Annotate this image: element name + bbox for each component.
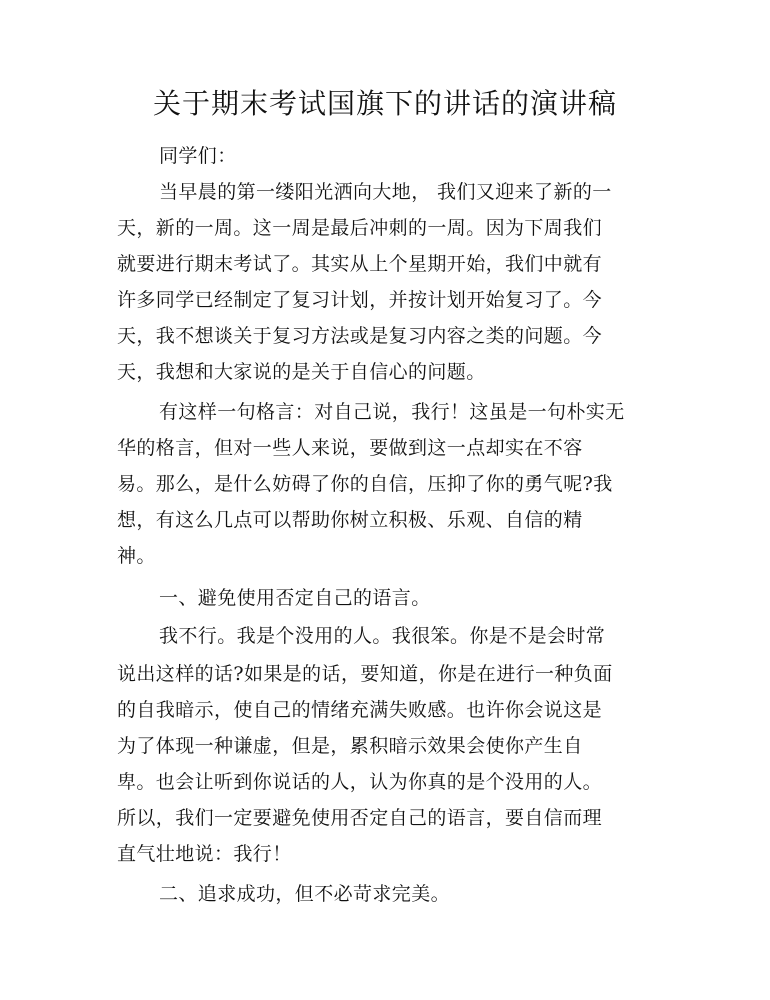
paragraph-line: 直气壮地说：我行！ [117, 843, 292, 865]
paragraph-line: 我不行。我是个没用的人。我很笨。你是不是会时常 [159, 625, 606, 647]
paragraph-line: 为了体现一种谦虚，但是，累积暗示效果会使你产生自 [117, 735, 583, 757]
paragraph-line: 天，新的一周。这一周是最后冲刺的一周。因为下周我们 [117, 217, 603, 239]
section-heading-2: 二、追求成功，但不必苛求完美。 [159, 883, 451, 905]
section-heading-1: 一、避免使用否定自己的语言。 [159, 587, 431, 609]
document-title: 关于期末考试国旗下的讲话的演讲稿 [152, 87, 617, 120]
paragraph-line: 就要进行期末考试了。其实从上个星期开始，我们中就有 [117, 253, 603, 275]
paragraph-line: 天，我不想谈关于复习方法或是复习内容之类的问题。今 [117, 325, 603, 347]
paragraph-line: 天，我想和大家说的是关于自信心的问题。 [117, 361, 486, 383]
paragraph-line: 说出这样的话?如果是的话，要知道，你是在进行一种负面 [117, 663, 613, 685]
paragraph-line: 卑。也会让听到你说话的人，认为你真的是个没用的人。 [117, 771, 603, 793]
paragraph-line: 想，有这么几点可以帮助你树立积极、乐观、自信的精 [117, 509, 583, 531]
salutation-line: 同学们： [159, 145, 237, 167]
paragraph-line: 神。 [117, 545, 156, 567]
paragraph-line: 当早晨的第一缕阳光洒向大地， 我们又迎来了新的一 [159, 181, 612, 203]
paragraph-line: 易。那么，是什么妨碍了你的自信，压抑了你的勇气呢?我 [117, 473, 613, 495]
paragraph-line: 许多同学已经制定了复习计划，并按计划开始复习了。今 [117, 289, 603, 311]
paragraph-line: 的自我暗示，使自己的情绪充满失败感。也许你会说这是 [117, 699, 603, 721]
paragraph-line: 华的格言，但对一些人来说，要做到这一点却实在不容 [117, 437, 583, 459]
paragraph-line: 所以，我们一定要避免使用否定自己的语言，要自信而理 [117, 807, 603, 829]
paragraph-line: 有这样一句格言：对自己说，我行！这虽是一句朴实无 [159, 401, 625, 423]
